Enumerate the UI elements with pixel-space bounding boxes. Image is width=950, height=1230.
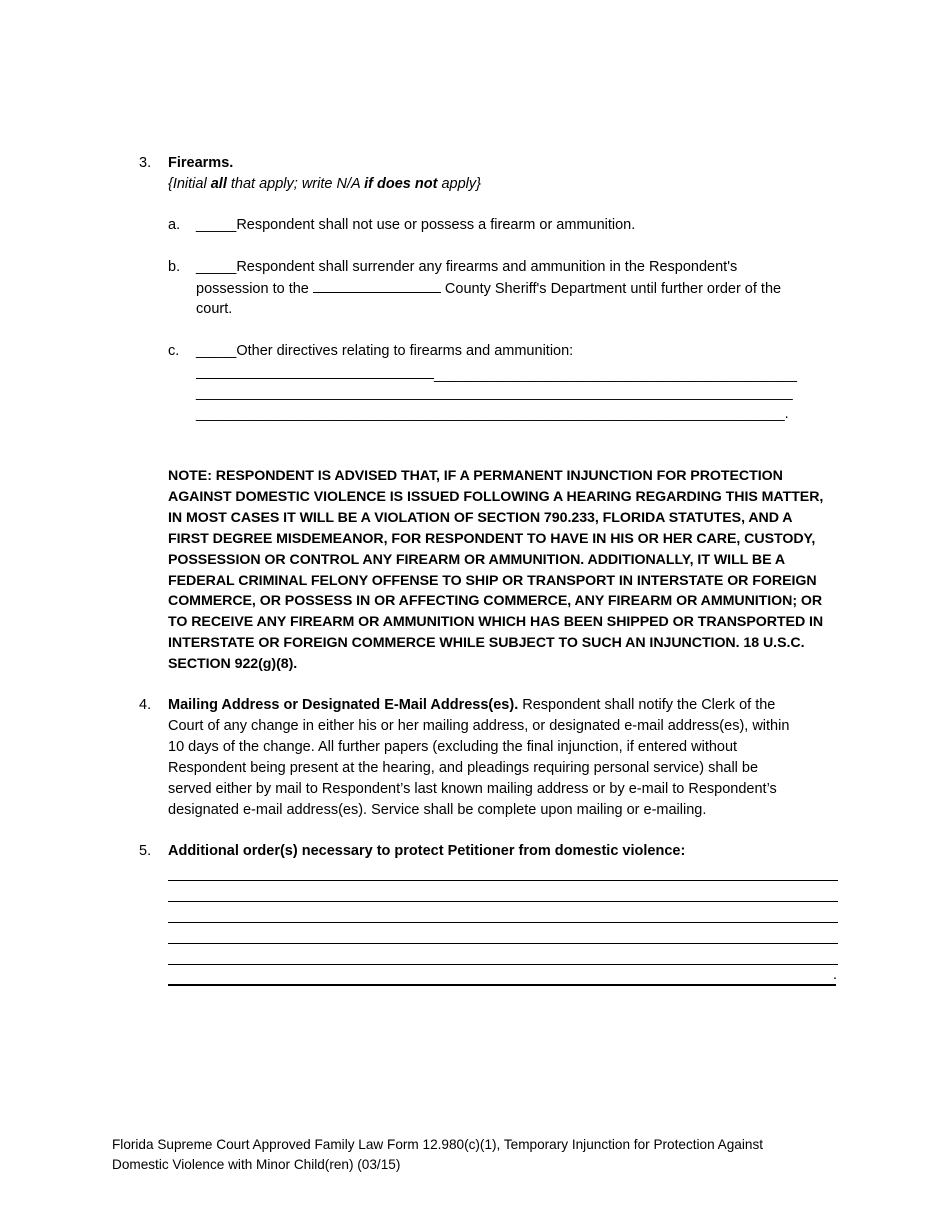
item-c-blank-line-1[interactable]: _____________________________________________ [196, 362, 797, 383]
note-line: NOTE: RESPONDENT IS ADVISED THAT, IF A PERMANENT INJUNCTION FOR PROTECTION [168, 468, 783, 484]
section-5-title: Additional order(s) necessary to protect Petitioner from domestic violence: [168, 843, 686, 859]
firearms-warning-note [168, 466, 823, 675]
note-line: IN MOST CASES IT WILL BE A VIOLATION OF SECTION 790.233, FLORIDA STATUTES, AND A [168, 509, 793, 526]
item-c-letter: c. [168, 343, 180, 359]
note-line: POSSESSION OR CONTROL ANY FIREARM OR AMMUNITION. ADDITIONALLY, IT WILL BE A [168, 551, 786, 568]
note-line: COMMERCE, OR POSSESS IN OR AFFECTING COMMERCE, ANY FIREARM OR AMMUNITION; OR [168, 593, 823, 610]
additional-orders-end-mark: . [833, 967, 838, 983]
item-b-text-line3: court. [196, 301, 233, 317]
item-b-text-line1: _____Respondent shall surrender any firearms and ammunition in the Respondent's [196, 259, 738, 275]
additional-orders-line-4[interactable] [168, 943, 838, 944]
section-3-number: 3. [139, 155, 152, 171]
additional-orders-line-1[interactable] [168, 880, 838, 881]
note-line: INTERSTATE OR FOREIGN COMMERCE WHILE SUBJECT TO SUCH AN INJUNCTION. 18 U.S.C. [168, 635, 805, 652]
additional-orders-line-2[interactable] [168, 901, 838, 902]
section-4-body: Mailing Address or Designated E-Mail Address(es). Respondent shall notify the Clerk of the Court of any change in either his or her mailing address, or designated e-mail address(es), within 10 days of the change. All further papers (excluding the final injunction, if entered without Respondent being present at the hearing, and pleadings requiring personal service) shall be served either by mail to Respondent’s last known mailing address or by e-mail to Respondent’s designated e-mail address(es). Service shall be complete upon mailing or e-mailing. [168, 697, 790, 818]
note-line: FEDERAL CRIMINAL FELONY OFFENSE TO SHIP OR TRANSPORT IN INTERSTATE OR FOREIGN [168, 572, 817, 589]
footer-line-1: Florida Supreme Court Approved Family Law Form 12.980(c)(1), Temporary Injunction for Protection Against [112, 1137, 764, 1152]
additional-orders-line-3[interactable] [168, 922, 838, 923]
item-c-text: _____Other directives relating to firearms and ammunition: [196, 343, 574, 359]
section-3-title: Firearms. [168, 155, 234, 171]
footer-line-2: Domestic Violence with Minor Child(ren) (03/15) [112, 1157, 401, 1172]
note-line: FIRST DEGREE MISDEMEANOR, FOR RESPONDENT TO HAVE IN HIS OR HER CARE, CUSTODY, [168, 530, 816, 547]
item-c-blank-line-2[interactable]: __________________________________________________________________________ [196, 385, 793, 401]
section-4-number: 4. [139, 697, 152, 713]
item-a-letter: a. [168, 217, 181, 233]
form-footer [112, 1135, 763, 1175]
note-line: TO RECEIVE ANY FIREARM OR AMMUNITION WHICH HAS BEEN SHIPPED OR TRANSPORTED IN [168, 614, 824, 631]
item-b-text-line2: possession to the County Sheriff's Department until further order of the [196, 278, 781, 299]
additional-orders-line-6[interactable] [168, 984, 836, 986]
county-blank-field[interactable] [313, 278, 441, 293]
item-c-initial-blank[interactable]: _____ [196, 343, 237, 359]
section-5-number: 5. [139, 843, 152, 859]
additional-orders-line-5[interactable] [168, 964, 838, 965]
item-b-initial-blank[interactable]: _____ [196, 259, 237, 275]
item-b-letter: b. [168, 259, 181, 275]
note-line: AGAINST DOMESTIC VIOLENCE IS ISSUED FOLLOWING A HEARING REGARDING THIS MATTER, [168, 488, 824, 505]
section-3-instruction: {Initial all that apply; write N/A if does not apply} [168, 176, 481, 192]
item-a-text: _____Respondent shall not use or possess a firearm or ammunition. [196, 217, 636, 233]
note-line: SECTION 922(g)(8). [168, 656, 298, 673]
section-4-title: Mailing Address or Designated E-Mail Address(es). [168, 697, 519, 713]
item-a-initial-blank[interactable]: _____ [196, 217, 237, 233]
item-c-blank-line-3[interactable]: _________________________________________________________________________. [196, 406, 789, 422]
